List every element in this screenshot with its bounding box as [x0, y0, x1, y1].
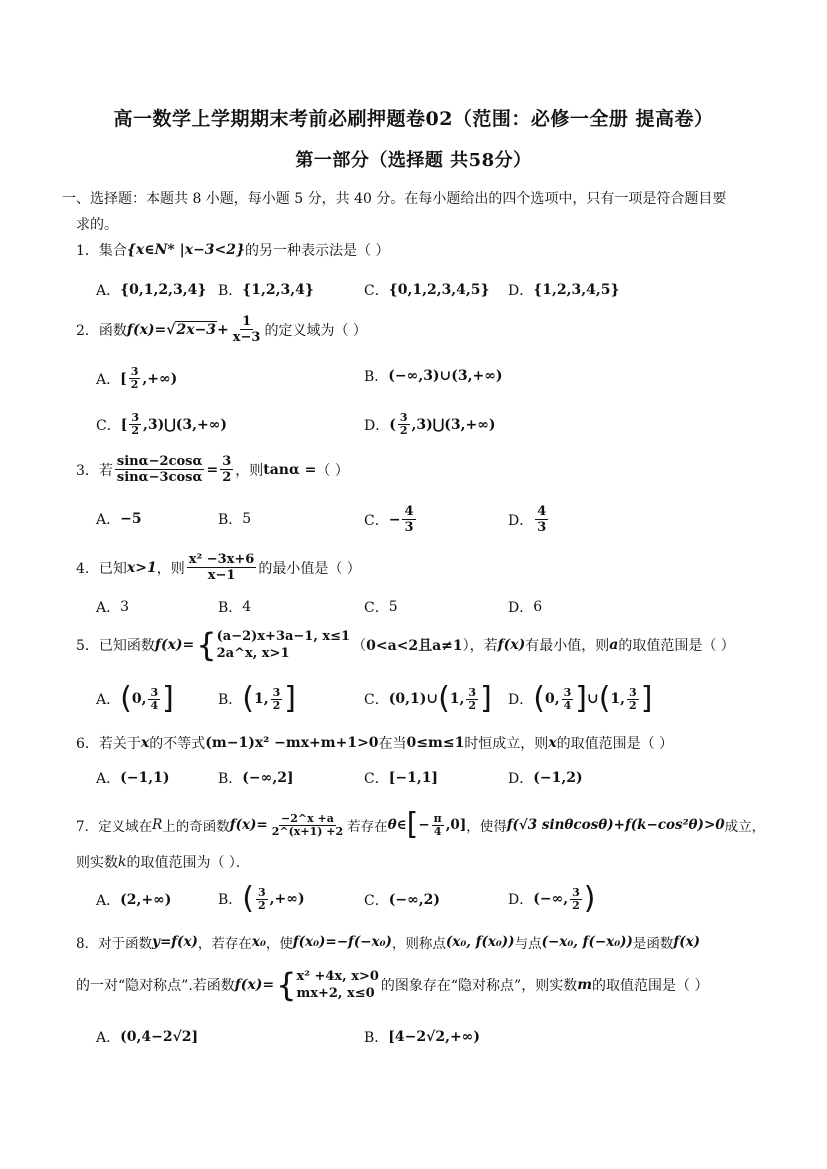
math-fraction: $\frac{3}{2}$ [222, 454, 232, 485]
option-b[interactable]: B． 5 [218, 511, 252, 528]
instructions-line-1: 一、选择题：本题共 8 小题，每小题 5 分，共 40 分。在每小题给出的四个选项中，只有一项是符合题目要 [62, 191, 727, 207]
math-fraction: $\frac{4}{3}$ [537, 504, 547, 535]
piecewise-function: { (a−2)x+3a−1, x≤1 2a^x, x>1 [196, 626, 351, 664]
question-8: 8． 对于函数 y=f(x) ，若存在 x₀ ，使 f(x₀)=−f(−x₀) ，则称点 (x₀, f(x₀)) 与点 (−x₀, f(−x₀)) 是函数 f(x) [76, 934, 701, 952]
math-fraction: $\frac{3}{2}$ [399, 411, 408, 437]
question-7: 7． 定义域在 R 上的奇函数 f(x)= $\frac{-2\^{}x +a}{2\^{}(x+1) +2}$ 若存在 θ∈ [ − $\frac{\pi}{4}$ ,0] ，使得 f(√3 sinθcosθ)+f(k−cos²θ)>0 成立， [76, 807, 766, 842]
option-label: B． [218, 283, 243, 299]
piecewise-function: { x² +4x, x>0 mx+2, x≤0 [276, 966, 379, 1004]
section-title: 第一部分（选择题 共58分） [295, 150, 532, 171]
question-number: 1． [76, 243, 99, 259]
math-fraction: $\frac{1}{x-3}$ [232, 314, 261, 345]
option-b[interactable]: B． ( $\frac{3}{2}$ ,+∞) [218, 881, 305, 916]
question-number: 3． [76, 462, 99, 479]
option-a[interactable]: A． −5 [96, 511, 142, 528]
math-fraction: $\frac{\sin\alpha-2\cos\alpha}{\sin\alpha-3\cos\alpha}$ [116, 454, 203, 485]
option-b[interactable] [218, 280, 314, 300]
option-a[interactable]: A． [ $\frac{3}{2}$ ,+∞) [96, 365, 178, 391]
option-b[interactable]: B． (−∞,3)∪(3,+∞) [364, 368, 503, 385]
question-6: 6． 若关于 x 的不等式 (m−1)x² −mx+m+1>0 在当 0≤m≤1 时恒成立，则 x 的取值范围是（ ） [76, 735, 674, 752]
question-text: 的定义域为（ ） [264, 322, 367, 339]
option-d[interactable] [508, 280, 619, 300]
question-8-line-2: 的一对“隐对称点”.若函数 f(x)= { x² +4x, x>0 mx+2, x≤0 的图象存在“隐对称点”，则实数 m 的取值范围是（ ） [76, 966, 709, 1004]
math-fraction: $\frac{3}{2}$ [131, 411, 139, 437]
option-c[interactable]: C． − $\frac{4}{3}$ [364, 504, 414, 535]
option-c[interactable]: C． [−1,1] [364, 770, 439, 787]
option-a[interactable]: A． (−1,1) [96, 770, 170, 787]
option-c[interactable]: C． [ $\frac{3}{2}$ ,3)⋃(3,+∞) [96, 411, 227, 437]
option-a[interactable]: A． (0,4−2√2] [96, 1029, 199, 1046]
option-c[interactable]: C． 5 [364, 599, 398, 616]
question-2: 2． 函数 f(x)= √ 2x−3 + $\frac{1}{x-3}$ 的定义域为（ ） [76, 314, 367, 345]
option-value: {1,2,3,4} [242, 282, 314, 298]
option-value: {0,1,2,3,4} [120, 282, 207, 298]
option-label: A． [96, 283, 121, 299]
option-a[interactable]: A． 3 [96, 599, 130, 616]
option-label: D． [364, 417, 390, 434]
instructions-line-2: 求的。 [76, 217, 118, 233]
option-d[interactable]: D． ( $\frac{3}{2}$ ,3)⋃(3,+∞) [364, 411, 496, 437]
math-fraction: $\frac{4}{3}$ [404, 504, 414, 535]
option-label: C． [364, 283, 389, 299]
question-text: 的另一种表示法是（ ） [245, 243, 390, 259]
section-instructions [62, 186, 762, 238]
option-label: B． [364, 369, 389, 385]
math-fraction: $\frac{3}{2}$ [130, 365, 139, 391]
option-value: {1,2,3,4,5} [533, 282, 620, 298]
question-3: 3． 若 $\frac{\sin\alpha-2\cos\alpha}{\sin\alpha-3\cos\alpha}$ = $\frac{3}{2}$ ，则 tanα = （ ） [76, 454, 349, 485]
option-c[interactable] [364, 280, 490, 300]
question-4: 4． 已知 x>1 ，则 $\frac{\text{x² −3x+6}}{x-1}$ 的最小值是（ ） [76, 552, 361, 583]
option-label: A． [96, 371, 121, 388]
question-text: 集合 [98, 243, 127, 259]
math-root: 2x−3 [176, 322, 217, 338]
option-value: {0,1,2,3,4,5} [388, 282, 490, 298]
question-5: 5． 已知函数 f(x)= { (a−2)x+3a−1, x≤1 2a^x, x>1 （ 0<a<2且a≠1 ），若 f(x) 有最小值，则 a 的取值范围是（ ） [76, 626, 735, 664]
question-1 [76, 240, 389, 260]
question-number: 2． [76, 322, 99, 339]
option-b[interactable]: B． (−∞,2] [218, 770, 294, 787]
option-label: C． [96, 417, 121, 434]
option-d[interactable]: D． $\frac{4}{3}$ [508, 504, 547, 535]
page-title: 高一数学上学期期末考前必刷押题卷02（范围：必修一全册 提高卷） [113, 108, 714, 130]
option-a[interactable]: A． (2,+∞) [96, 892, 172, 909]
option-label: D． [508, 283, 534, 299]
math-fraction: $\frac{\text{x² −3x+6}}{x-1}$ [188, 552, 255, 583]
math-function: f(x)= [126, 321, 167, 338]
question-7-line-2: 则实数 k 的取值范围为（ ）． [76, 854, 250, 871]
option-a[interactable]: A． ( 0, $\frac{3}{4}$ ] [96, 681, 174, 716]
option-b[interactable]: B． [4−2√2,+∞) [364, 1029, 480, 1046]
option-d[interactable]: D． (−∞, $\frac{3}{2}$ ) [508, 881, 596, 916]
math-set: {x∈N* |x−3<2} [126, 242, 246, 258]
option-c[interactable]: C． (0,1)∪ ( 1, $\frac{3}{2}$ ] [364, 681, 492, 716]
option-b[interactable]: B． ( 1, $\frac{3}{2}$ ] [218, 681, 297, 716]
option-b[interactable]: B． 4 [218, 599, 252, 616]
option-d[interactable]: D． (−1,2) [508, 770, 583, 787]
question-text: 若 [98, 462, 113, 479]
option-d[interactable]: D． 6 [508, 599, 543, 616]
option-c[interactable]: C． (−∞,2) [364, 892, 440, 909]
question-text: 函数 [98, 322, 127, 339]
option-d[interactable]: D． ( 0, $\frac{3}{4}$ ] ∪ ( 1, $\frac{3}{2}$ ] [508, 681, 653, 716]
option-a[interactable] [96, 280, 206, 300]
